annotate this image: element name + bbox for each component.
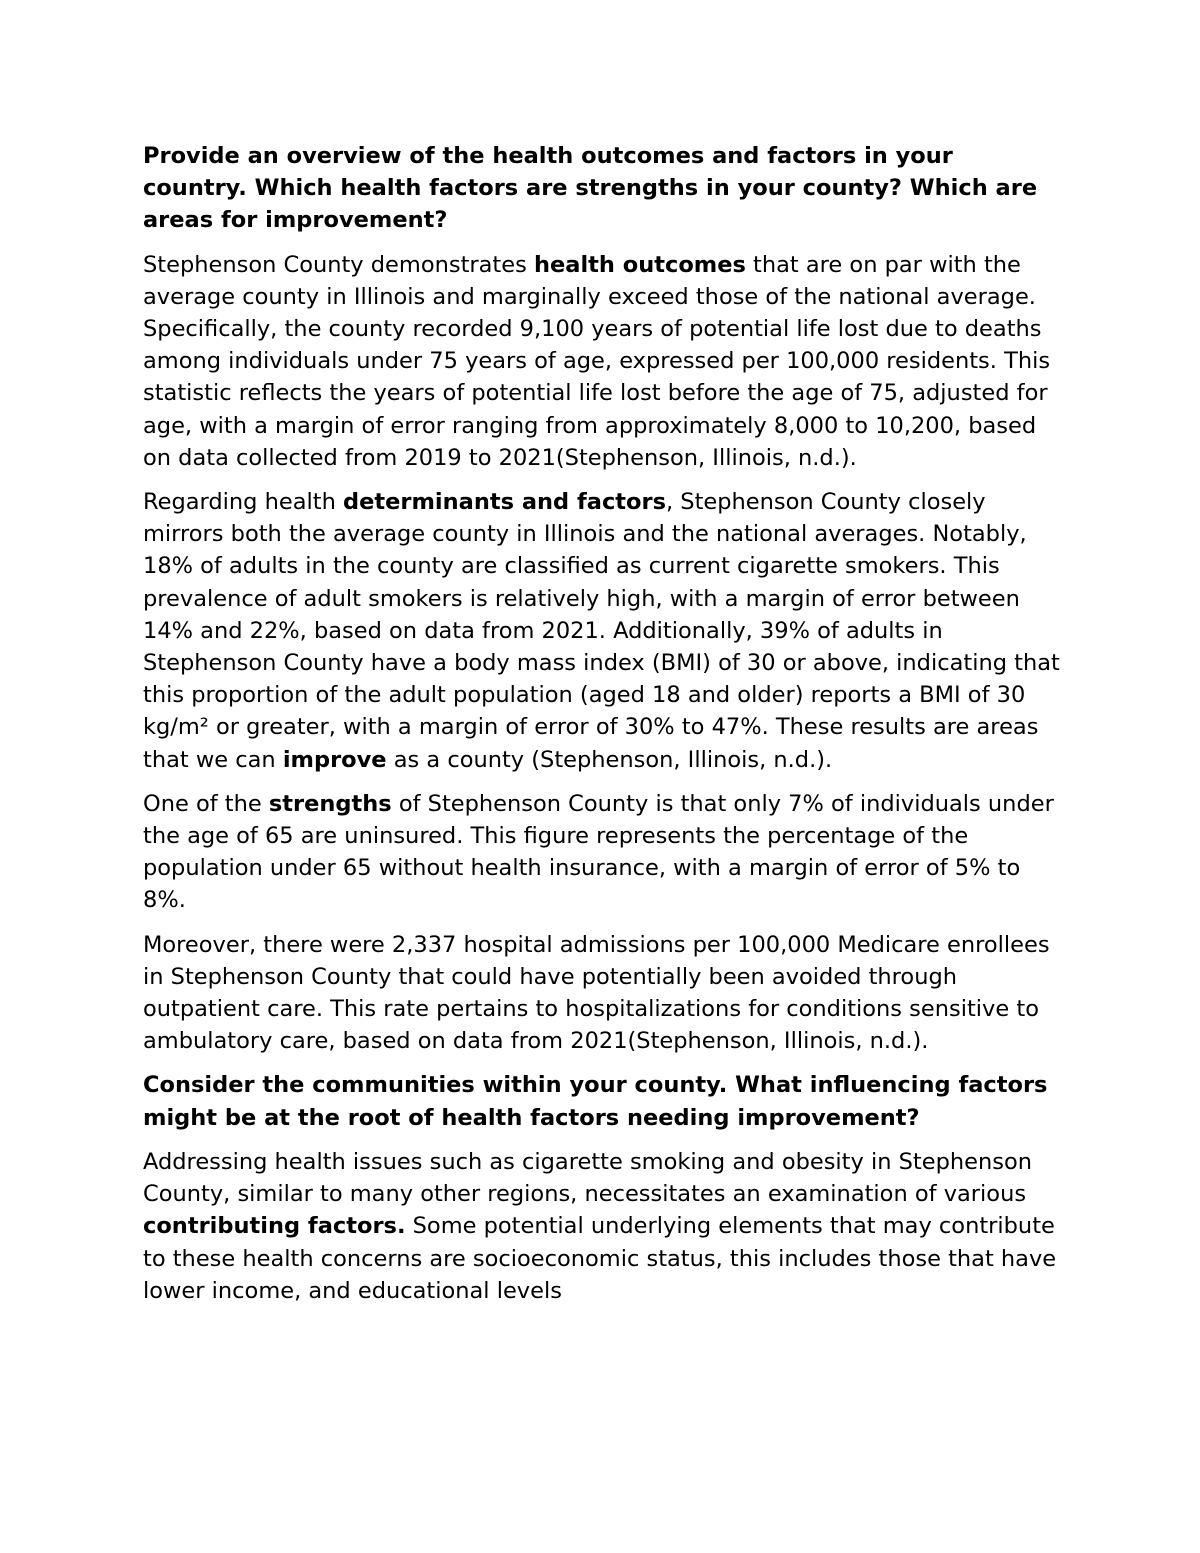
paragraph-text: Regarding health: [143, 489, 343, 516]
paragraph-health-factors: [143, 486, 1063, 776]
paragraph-text: Some potential underlying elements that may contribute to these health concerns are socioeconomic status, this includes those that have lower income, and educational levels: [143, 1213, 1057, 1304]
question-heading-overview: Provide an overview of the health outcomes and factors in your country. Which health factors are strengths in your county? Which are areas for improvement?: [143, 143, 1038, 234]
paragraph-text: , Stephenson County closely mirrors both the average county in Illinois and the national averages. Notably, 18% of adults in the county are classified as current cigarette smokers. This prevalence of adult smokers is relatively high, with a margin of error between 14% and 22%, based on data from 2021. Additionally, 39% of adults in Stephenson County have a body mass index (BMI) of 30 or above, indicating that this proportion of the adult population (aged 18 and older) reports a BMI of 30 kg/m² or greater, with a margin of error of 30% to 47%. These results are areas that we can: [143, 489, 1060, 773]
paragraph-contributing-factors: [143, 1146, 1063, 1307]
bold-term-determinants: determinants and factors: [343, 489, 666, 516]
paragraph-text: as a county (Stephenson, Illinois, n.d.).: [386, 746, 833, 773]
paragraph-text: of Stephenson County is that only 7% of individuals under the age of 65 are uninsured. This figure represents the percentage of the population under 65 without health insurance, with a margin of error of 5% to 8%.: [143, 790, 1054, 914]
paragraph-text: Stephenson County demonstrates: [143, 251, 534, 278]
paragraph-strengths: [143, 788, 1063, 917]
bold-term-health-outcomes: health outcomes: [533, 251, 746, 278]
paragraph-text: that are on par with the average county in Illinois and marginally exceed those of the national average. Specifically, the county recorded 9,100 years of potential life lost due to deaths among individuals under 75 years of age, expressed per 100,000 residents. This statistic reflects the years of potential life lost before the age of 75, adjusted for age, with a margin of error ranging from approximately 8,000 to 10,200, based on data collected from 2019 to 2021(Stephenson, Illinois, n.d.).: [143, 251, 1051, 471]
paragraph-hospital-admissions: Moreover, there were 2,337 hospital admissions per 100,000 Medicare enrollees in Stephenson County that could have potentially been avoided through outpatient care. This rate pertains to hospitalizations for conditions sensitive to ambulatory care, based on data from 2021(Stephenson, Illinois, n.d.).: [143, 931, 1050, 1055]
question-heading-communities: Consider the communities within your county. What influencing factors might be at the root of health factors needing improvement?: [143, 1072, 1048, 1131]
paragraph-health-outcomes: [143, 249, 1063, 474]
bold-term-contributing-factors: contributing factors.: [143, 1213, 406, 1240]
paragraph-text: Addressing health issues such as cigarette smoking and obesity in Stephenson County, similar to many other regions, necessitates an examination of various: [143, 1148, 1032, 1208]
document-page: [143, 140, 1063, 1319]
bold-term-strengths: strengths: [268, 790, 392, 817]
paragraph-text: One of the: [143, 790, 269, 817]
bold-term-improve: improve: [282, 746, 387, 773]
